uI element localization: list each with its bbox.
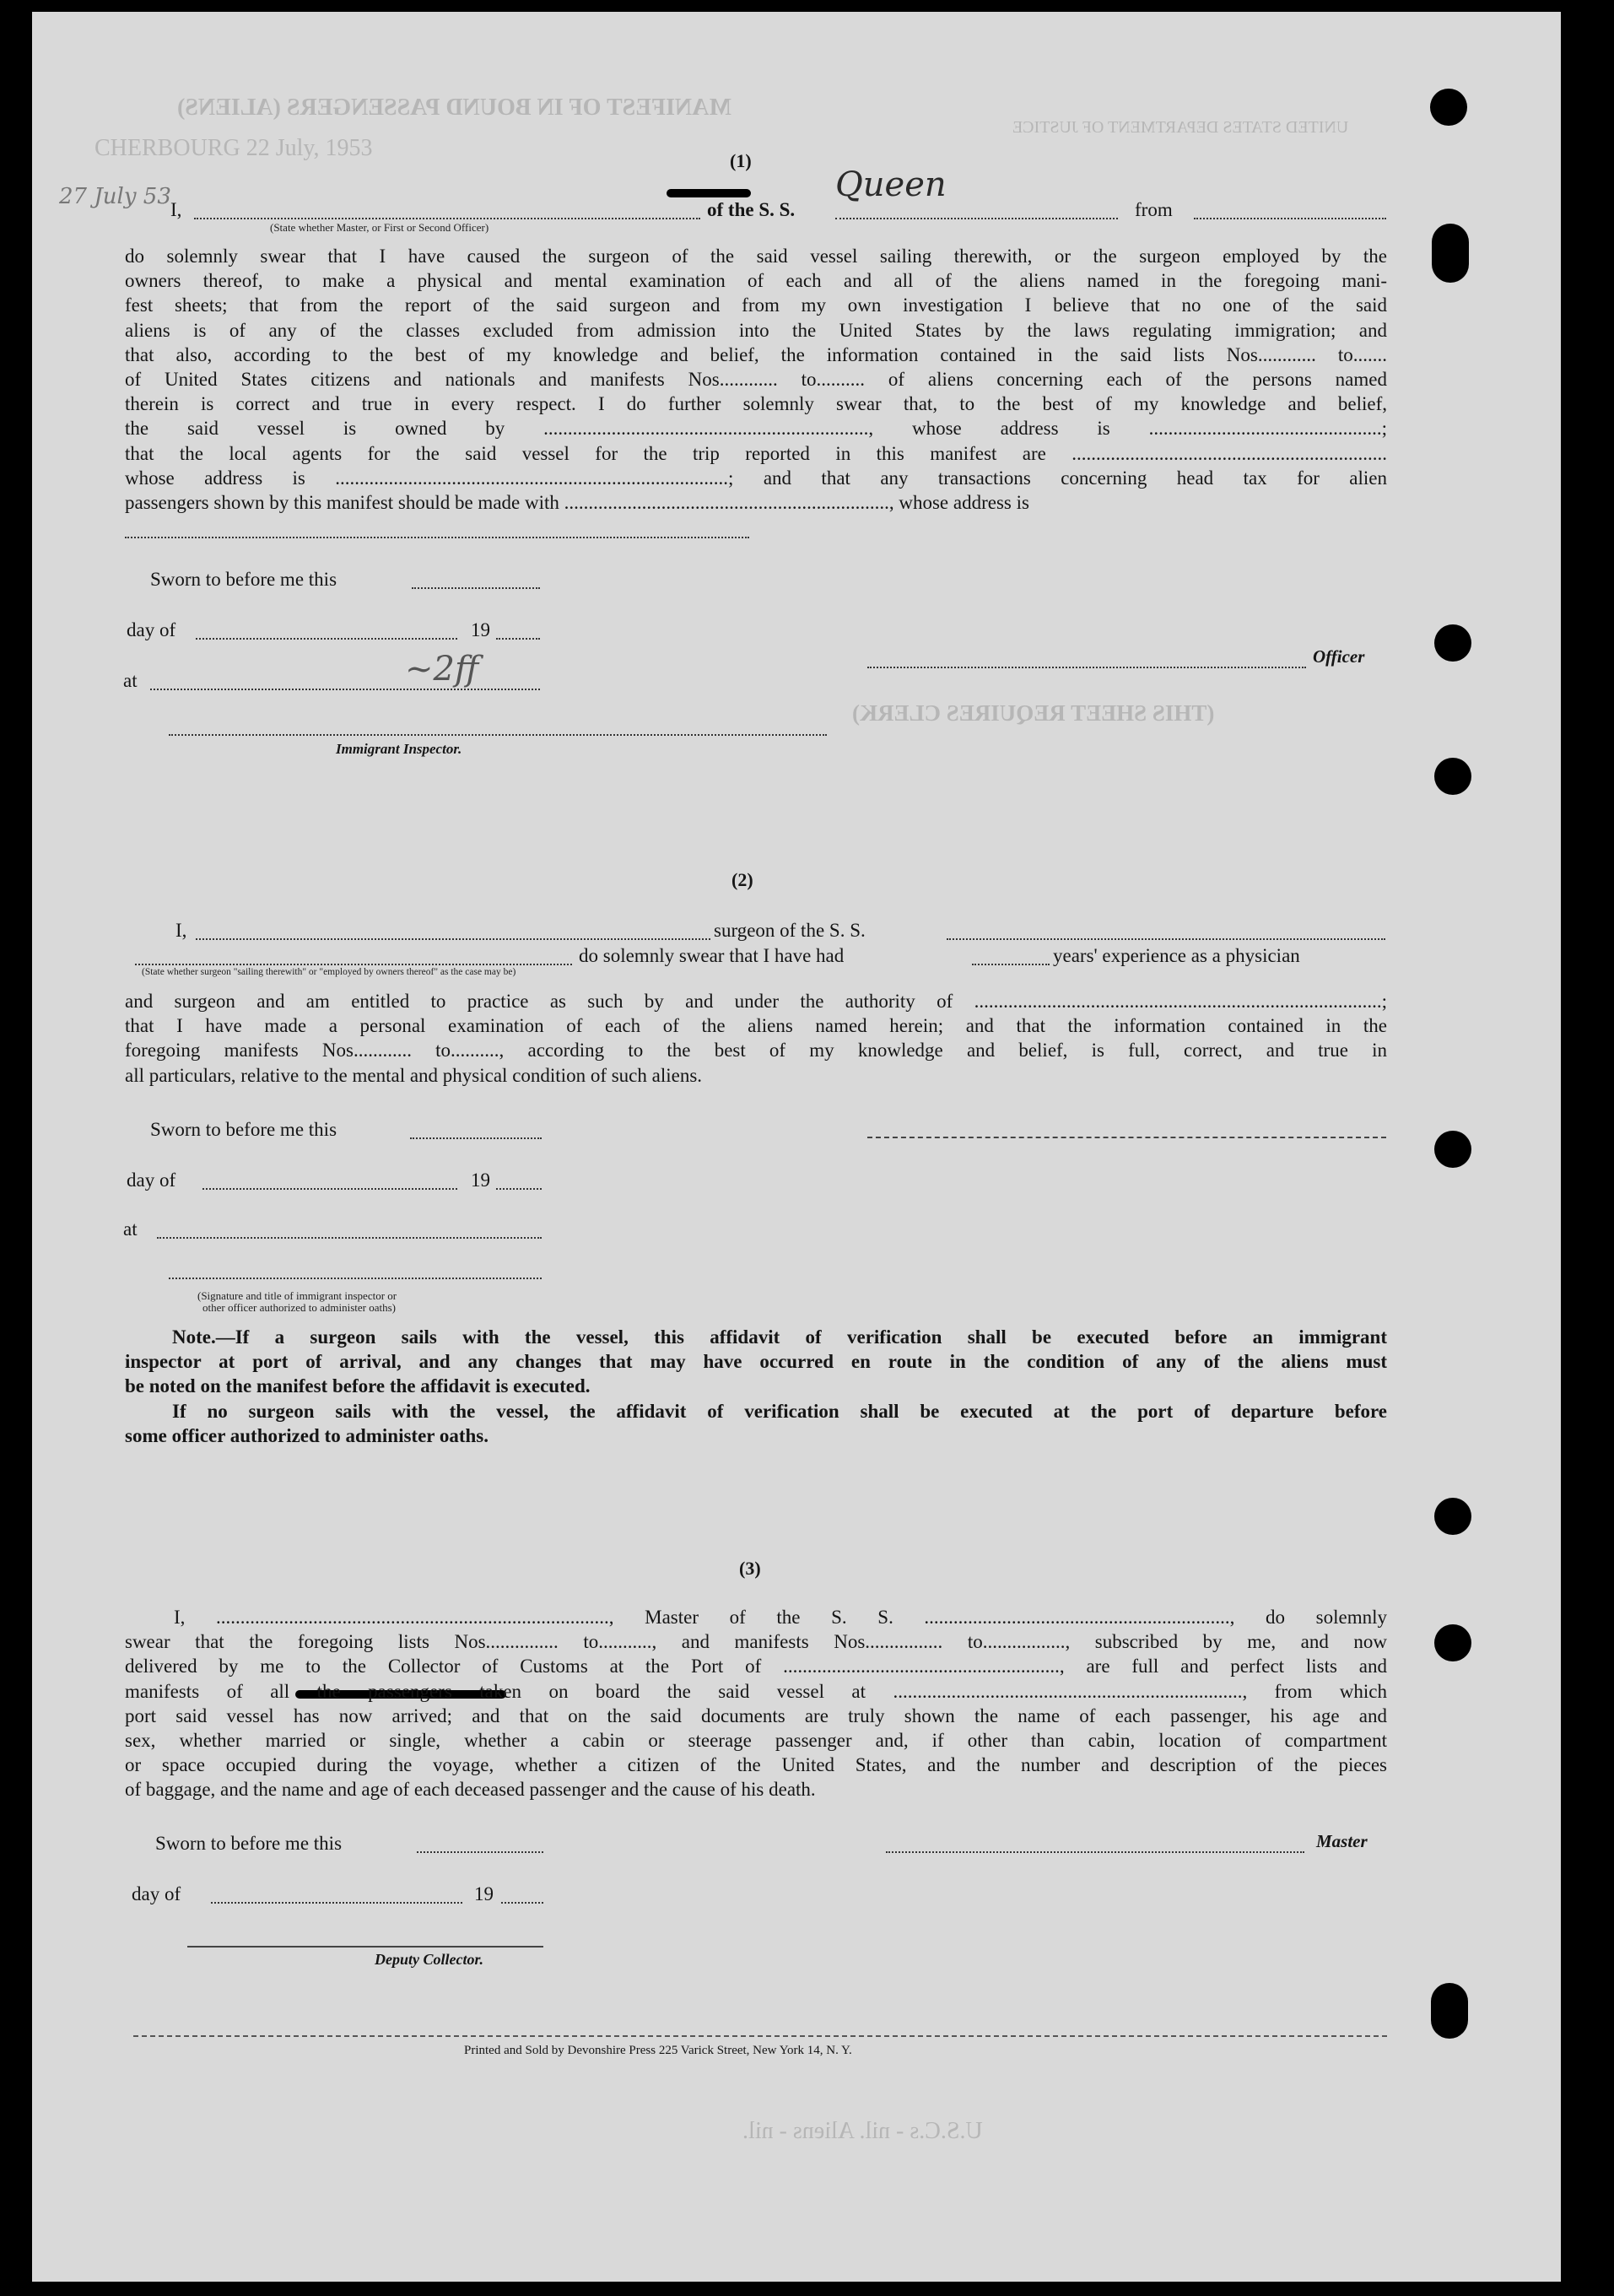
- day-line-1: [196, 638, 457, 640]
- section-2-note: Note.—If a surgeon sails with the vessel, this affidavit of verification shall be executed before an immigrant inspector at port of arrival, and any changes that may have occurred en route in the condition of any of the aliens must be noted on the manifest before the affidavit is executed.: [125, 1326, 1387, 1397]
- sworn-label-2: Sworn to before me this: [150, 1119, 337, 1140]
- year-label-3: 19: [474, 1883, 494, 1904]
- address-continuation-line: [125, 537, 749, 538]
- bleed-through-clerk: (THIS SHEET REQUIRES CLERK): [852, 700, 1215, 726]
- punch-hole: [1434, 1624, 1471, 1661]
- punch-hole: [1431, 1983, 1468, 2039]
- punch-hole: [1434, 1131, 1471, 1168]
- solemnly-swear-label: do solemnly swear that I have had: [579, 945, 845, 966]
- punch-hole: [1434, 758, 1471, 795]
- master-signature-line: [886, 1851, 1304, 1853]
- surgeon-status-line: [135, 964, 572, 965]
- redaction-mark: [667, 189, 751, 197]
- handwritten-scrawl: ~2ff: [405, 650, 479, 689]
- at-label-1: at: [123, 670, 138, 691]
- bleed-through-date: CHERBOURG 22 July, 1953: [94, 135, 373, 161]
- years-line: [972, 964, 1050, 965]
- section-2-number: (2): [731, 869, 753, 890]
- section-2-paragraph: and surgeon and am entitled to practice as such by and under the authority of ....................................................................................; that I have made a personal examination of each of the aliens named herein; and that the information contained in the foregoing manifests Nos............ to.........., according to the best of my knowledge and belief, is full, correct, and true in all particulars, relative to the mental and physical condition of such aliens.: [125, 991, 1387, 1086]
- at-label-2: at: [123, 1218, 138, 1240]
- bleed-through-footer: U.S.C.s - nil. Aliens - nil.: [742, 2118, 983, 2144]
- footer-rule: [133, 2035, 1387, 2037]
- at-line-2: [157, 1237, 542, 1239]
- handwritten-date: 27 July 53: [59, 184, 171, 209]
- sworn-line-1: [412, 587, 540, 589]
- section-1-paragraph: do solemnly swear that I have caused the surgeon of the said vessel sailing therewith, or the surgeon employed by the owners thereof, to make a physical and mental examination of each and all of the aliens named in the foregoing mani- fest sheets; that from the report of the said surgeon and from my own investigation I believe that no one of the said aliens is of any of the classes excluded from admission into the United States by the laws regulating immigration; and that also, according to the best of my knowledge and belief, the information contained in the said lists Nos............ to....... of United States citizens and nationals and manifests Nos............ to.......... of aliens concerning each of the persons named therein is correct and true in every respect. I do further solemnly swear that, to the best of my knowledge and belief, the said vessel is owned by ..................................................................., whose address is ................................................; that the local agents for the said vessel for the trip reported in this manifest are ................................................................. whose address is .................................................................................; and that any transactions concerning head tax for alien passengers shown by this manifest should be made with ..................................................................., whose address is: [125, 246, 1387, 514]
- signature-caption-2b: other officer authorized to administer oaths): [202, 1301, 396, 1314]
- day-of-label-3: day of: [132, 1883, 181, 1904]
- of-the-ss-label: of the S. S.: [707, 199, 796, 220]
- section-2-i: I,: [175, 920, 187, 941]
- day-line-2: [202, 1188, 457, 1190]
- from-line: [1194, 218, 1386, 219]
- handwritten-vessel-name: Queen: [835, 165, 947, 204]
- year-label-1: 19: [471, 619, 490, 640]
- bleed-through-department: UNITED STATES DEPARTMENT OF JUSTICE: [1012, 118, 1349, 137]
- vessel-name-line: [835, 218, 1118, 219]
- year-line-1: [496, 638, 540, 640]
- section-2-note2: If no surgeon sails with the vessel, the affidavit of verification shall be executed at the port of departure before some officer authorized to administer oaths.: [125, 1401, 1387, 1447]
- section-3-number: (3): [739, 1558, 761, 1579]
- deputy-collector-label: Deputy Collector.: [375, 1951, 483, 1968]
- sworn-label-3: Sworn to before me this: [155, 1833, 343, 1854]
- punch-hole: [1432, 224, 1469, 283]
- from-label: from: [1135, 199, 1173, 220]
- section-3-paragraph: I, ................................................................................., Master of the S. S. ..............................................................., do solemnly swear that the foregoing lists Nos............... to..........., and manifests Nos................ to................., subscribed by me, and now delivered by me to the Collector of Customs at the Port of ........................................................., are full and perfect lists and manifests of all the passengers taken on board the said vessel at ........................................................................, from which port said vessel has now arrived; and that on the said documents are truly shown the name of each passenger, his age and sex, whether married or single, whether a cabin or steerage passenger and, if other than cabin, location of compartment or space occupied during the voyage, whether a citizen of the United States, and the number and description of the pieces of baggage, and the name and age of each deceased passenger and the cause of his death.: [125, 1607, 1387, 1801]
- years-experience-label: years' experience as a physician: [1053, 945, 1300, 966]
- punch-hole: [1434, 1498, 1471, 1535]
- sworn-label-1: Sworn to before me this: [150, 569, 337, 590]
- at-line-1: [150, 689, 540, 690]
- officer-signature-line: [867, 667, 1306, 668]
- section-1-number: (1): [730, 150, 752, 171]
- inspector-signature-line-2: [867, 1137, 1386, 1138]
- surgeon-status-caption: (State whether surgeon "sailing therewith" or "employed by owners thereof" as the case may be): [142, 967, 516, 977]
- note-label: Note.: [172, 1326, 216, 1348]
- year-label-2: 19: [471, 1170, 490, 1191]
- sworn-line-3: [417, 1851, 543, 1853]
- bleed-through-header: MANIFEST OF IN BOUND PASSENGERS (ALIENS): [177, 95, 731, 121]
- day-line-3: [211, 1902, 462, 1904]
- printer-imprint: Printed and Sold by Devonshire Press 225 Varick Street, New York 14, N. Y.: [464, 2044, 852, 2057]
- inspector-signature-line: [169, 734, 827, 736]
- signature-caption-2a: (Signature and title of immigrant inspector or: [197, 1289, 397, 1302]
- officer-rank-caption: (State whether Master, or First or Second Officer): [270, 221, 489, 234]
- punch-hole: [1434, 624, 1471, 662]
- year-line-2: [496, 1188, 542, 1190]
- officer-name-line: [194, 218, 700, 219]
- signature-line-2: [169, 1278, 542, 1279]
- master-label: Master: [1316, 1831, 1368, 1851]
- officer-label: Officer: [1313, 646, 1365, 667]
- surgeon-vessel-line: [947, 938, 1385, 940]
- sworn-line-2: [410, 1137, 542, 1139]
- day-of-label-1: day of: [127, 619, 176, 640]
- surgeon-name-line: [196, 938, 710, 940]
- deputy-collector-line: [187, 1946, 543, 1948]
- section-1-i: I,: [170, 199, 182, 220]
- immigrant-inspector-label: Immigrant Inspector.: [336, 741, 462, 757]
- day-of-label-2: day of: [127, 1170, 176, 1191]
- punch-hole: [1430, 89, 1467, 126]
- year-line-3: [501, 1902, 543, 1904]
- surgeon-of-label: surgeon of the S. S.: [714, 920, 866, 941]
